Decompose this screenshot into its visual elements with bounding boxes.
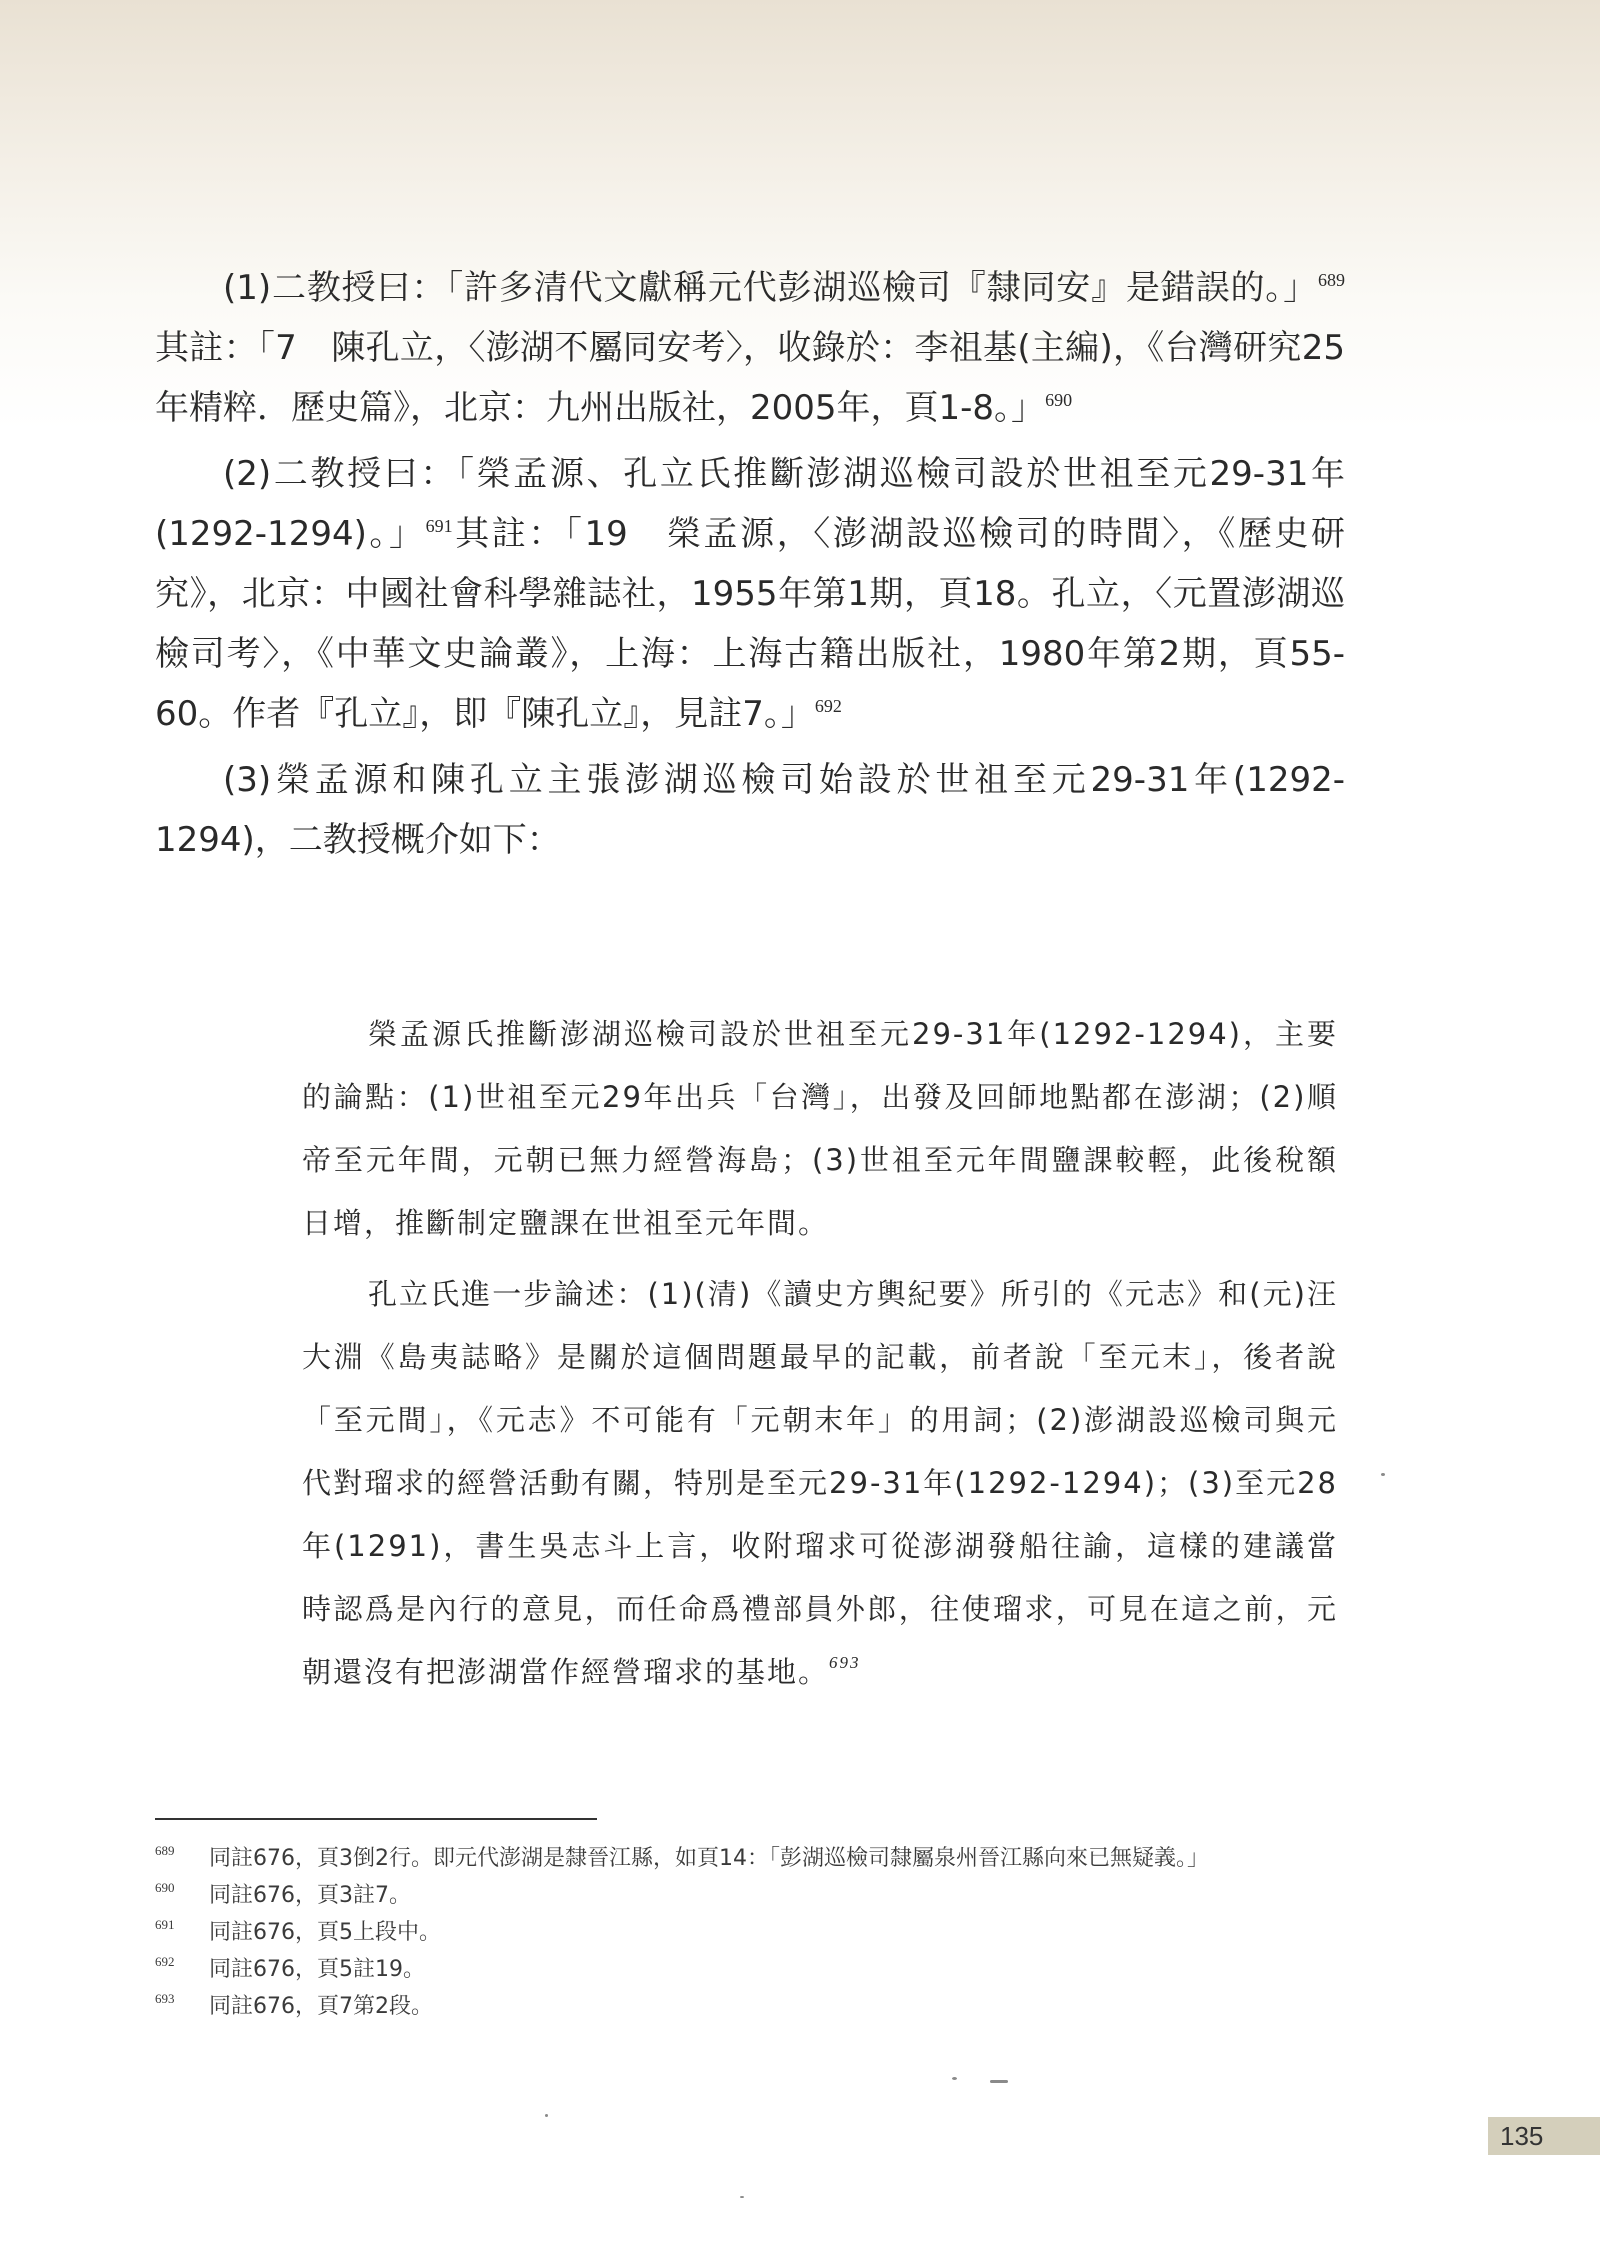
footnote-ref-689: 689 xyxy=(1318,270,1345,290)
scan-speck xyxy=(990,2080,1008,2083)
footnote-ref-692: 692 xyxy=(814,696,842,716)
scan-speck xyxy=(545,2114,548,2117)
scan-speck xyxy=(952,2077,957,2080)
page-number: 135 xyxy=(1488,2117,1600,2155)
footnote-690: 690 同註676，頁3註7。 xyxy=(155,1880,411,1908)
main-body xyxy=(155,258,1345,876)
footnote-689: 689 同註676，頁3倒2行。即元代澎湖是隸晉江縣，如頁14：「彭湖巡檢司隸屬泉州晉江縣向來已無疑義。」 xyxy=(155,1843,1209,1871)
paragraph-3: (3)榮孟源和陳孔立主張澎湖巡檢司始設於世祖至元29-31年(1292-1294)，二教授概介如下： xyxy=(155,760,1345,860)
footnote-divider xyxy=(155,1818,597,1820)
footnote-693: 693 同註676，頁7第2段。 xyxy=(155,1991,433,2019)
quote-paragraph-1: 榮孟源氏推斷澎湖巡檢司設於世祖至元29-31年(1292-1294)，主要的論點：(1)世祖至元29年出兵「台灣」，出發及回師地點都在澎湖；(2)順帝至元年間，元朝已無力經營海島；(3)世祖至元年間鹽課較輕，此後稅額日增，推斷制定鹽課在世祖至元年間。 xyxy=(302,1017,1338,1240)
footnote-691: 691 同註676，頁5上段中。 xyxy=(155,1917,441,1945)
footnote-ref-693: 693 xyxy=(829,1653,861,1672)
paragraph-1: (1)二教授曰：「許多清代文獻稱元代彭湖巡檢司『隸同安』是錯誤的。」$^{689}$其註：「7 陳孔立，〈澎湖不屬同安考〉，收錄於：李祖基(主編)，《台灣研究25年精粹．歷史篇》，北京：九州出版社，2005年，頁1-8。」$^{690}$ xyxy=(155,268,1345,428)
footnote-ref-690: 690 xyxy=(1045,390,1073,410)
quote-paragraph-2: 孔立氏進一步論述：(1)(清)《讀史方輿紀要》所引的《元志》和(元)汪大淵《島夷誌略》是關於這個問題最早的記載，前者說「至元末」，後者說「至元間」，《元志》不可能有「元朝末年」的用詞；(2)澎湖設巡檢司與元代對瑠求的經營活動有關，特別是至元29-31年(1292-1294)；(3)至元28年(1291)，書生吳志斗上言，收附瑠求可從澎湖發船往諭，這樣的建議當時認爲是內行的意見，而任命爲禮部員外郎，往使瑠求，可見在這之前，元朝還沒有把澎湖當作經營瑠求的基地。$^{693}$ xyxy=(302,1277,1338,1689)
scan-speck xyxy=(1381,1473,1385,1476)
paragraph-2: (2)二教授曰：「榮孟源、孔立氏推斷澎湖巡檢司設於世祖至元29-31年(1292-1294)。」$^{691}$其註：「19 榮孟源，〈澎湖設巡檢司的時間〉，《歷史研究》，北京：中國社會科學雜誌社，1955年第1期，頁18。孔立，〈元置澎湖巡檢司考〉，《中華文史論叢》，上海：上海古籍出版社，1980年第2期，頁55-60。作者『孔立』，即『陳孔立』，見註7。」$^{692}$ xyxy=(155,454,1346,734)
footnotes xyxy=(155,1842,1345,2027)
footnote-ref-691: 691 xyxy=(425,516,453,536)
block-quote xyxy=(302,1003,1338,1712)
footnote-692: 692 同註676，頁5註19。 xyxy=(155,1954,425,1982)
scan-speck xyxy=(740,2196,744,2198)
